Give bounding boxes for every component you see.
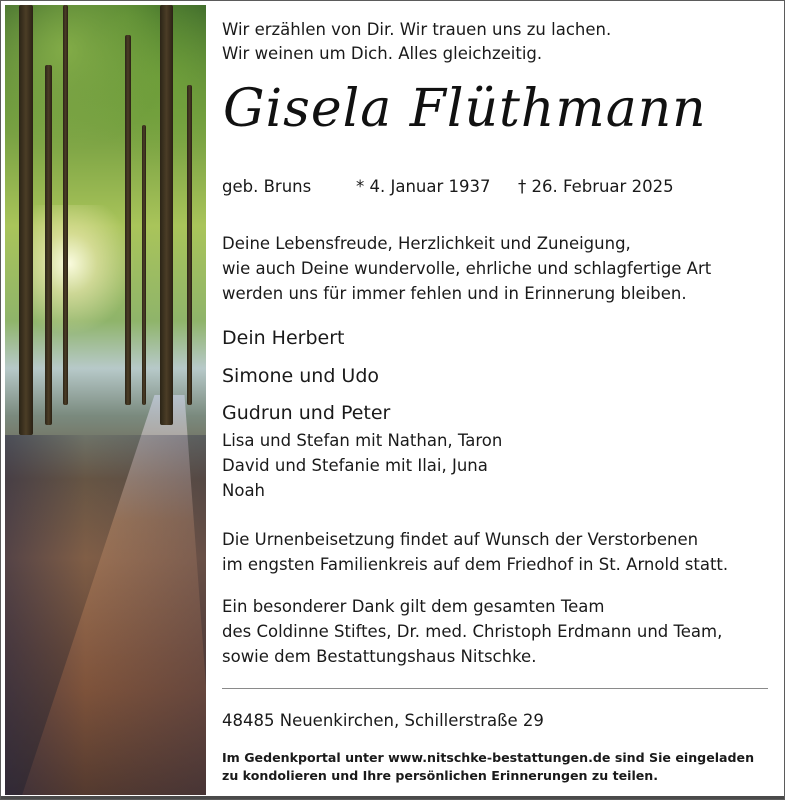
grandchildren-line: David und Stefanie mit Ilai, Juna <box>222 456 488 475</box>
footer-line: Im Gedenkportal unter www.nitschke-bestattungen.de sind Sie eingeladen <box>222 750 755 765</box>
tree-trunk <box>187 85 192 405</box>
tree-canopy <box>5 5 206 225</box>
sunlight-glow <box>25 205 135 335</box>
thanks-line: Ein besonderer Dank gilt dem gesamten Team <box>222 597 605 616</box>
tree-trunk <box>142 125 146 405</box>
deceased-name: Gisela Flüthmann <box>223 79 707 139</box>
ground-shadow <box>5 435 206 795</box>
tribute-line: Deine Lebensfreude, Herzlichkeit und Zuneigung, <box>222 234 631 253</box>
tree-trunk <box>125 35 131 405</box>
family-member: Gudrun und Peter <box>222 402 391 424</box>
tree-trunk <box>63 5 68 405</box>
family-member: Simone und Udo <box>222 365 380 387</box>
thanks-line: des Coldinne Stiftes, Dr. med. Christoph Erdmann und Team, <box>222 622 723 641</box>
death-date: † 26. Februar 2025 <box>518 177 674 196</box>
thanks-line: sowie dem Bestattungshaus Nitschke. <box>222 647 537 666</box>
tribute-line: werden uns für immer fehlen und in Erinnerung bleiben. <box>222 284 687 303</box>
family-member: Dein Herbert <box>222 327 345 349</box>
tree-trunk <box>19 5 33 435</box>
grandchildren-line: Noah <box>222 481 266 500</box>
tree-trunk <box>160 5 173 425</box>
tree-trunk <box>45 65 52 425</box>
footer-line: zu kondolieren und Ihre persönlichen Erinnerungen zu teilen. <box>222 768 659 783</box>
birth-date: * 4. Januar 1937 <box>356 177 491 196</box>
grandchildren-line: Lisa und Stefan mit Nathan, Taron <box>222 431 503 450</box>
forest-path-photo <box>5 5 206 795</box>
intro-line: Wir erzählen von Dir. Wir trauen uns zu lachen. <box>222 20 612 39</box>
divider <box>222 688 768 689</box>
burial-line: Die Urnenbeisetzung findet auf Wunsch der Verstorbenen <box>222 530 699 549</box>
burial-line: im engsten Familienkreis auf dem Friedhof in St. Arnold statt. <box>222 555 729 574</box>
intro-line: Wir weinen um Dich. Alles gleichzeitig. <box>222 44 543 63</box>
birth-name: geb. Bruns <box>222 177 312 196</box>
tribute-line: wie auch Deine wundervolle, ehrliche und schlagfertige Art <box>222 259 712 278</box>
address: 48485 Neuenkirchen, Schillerstraße 29 <box>222 711 544 730</box>
